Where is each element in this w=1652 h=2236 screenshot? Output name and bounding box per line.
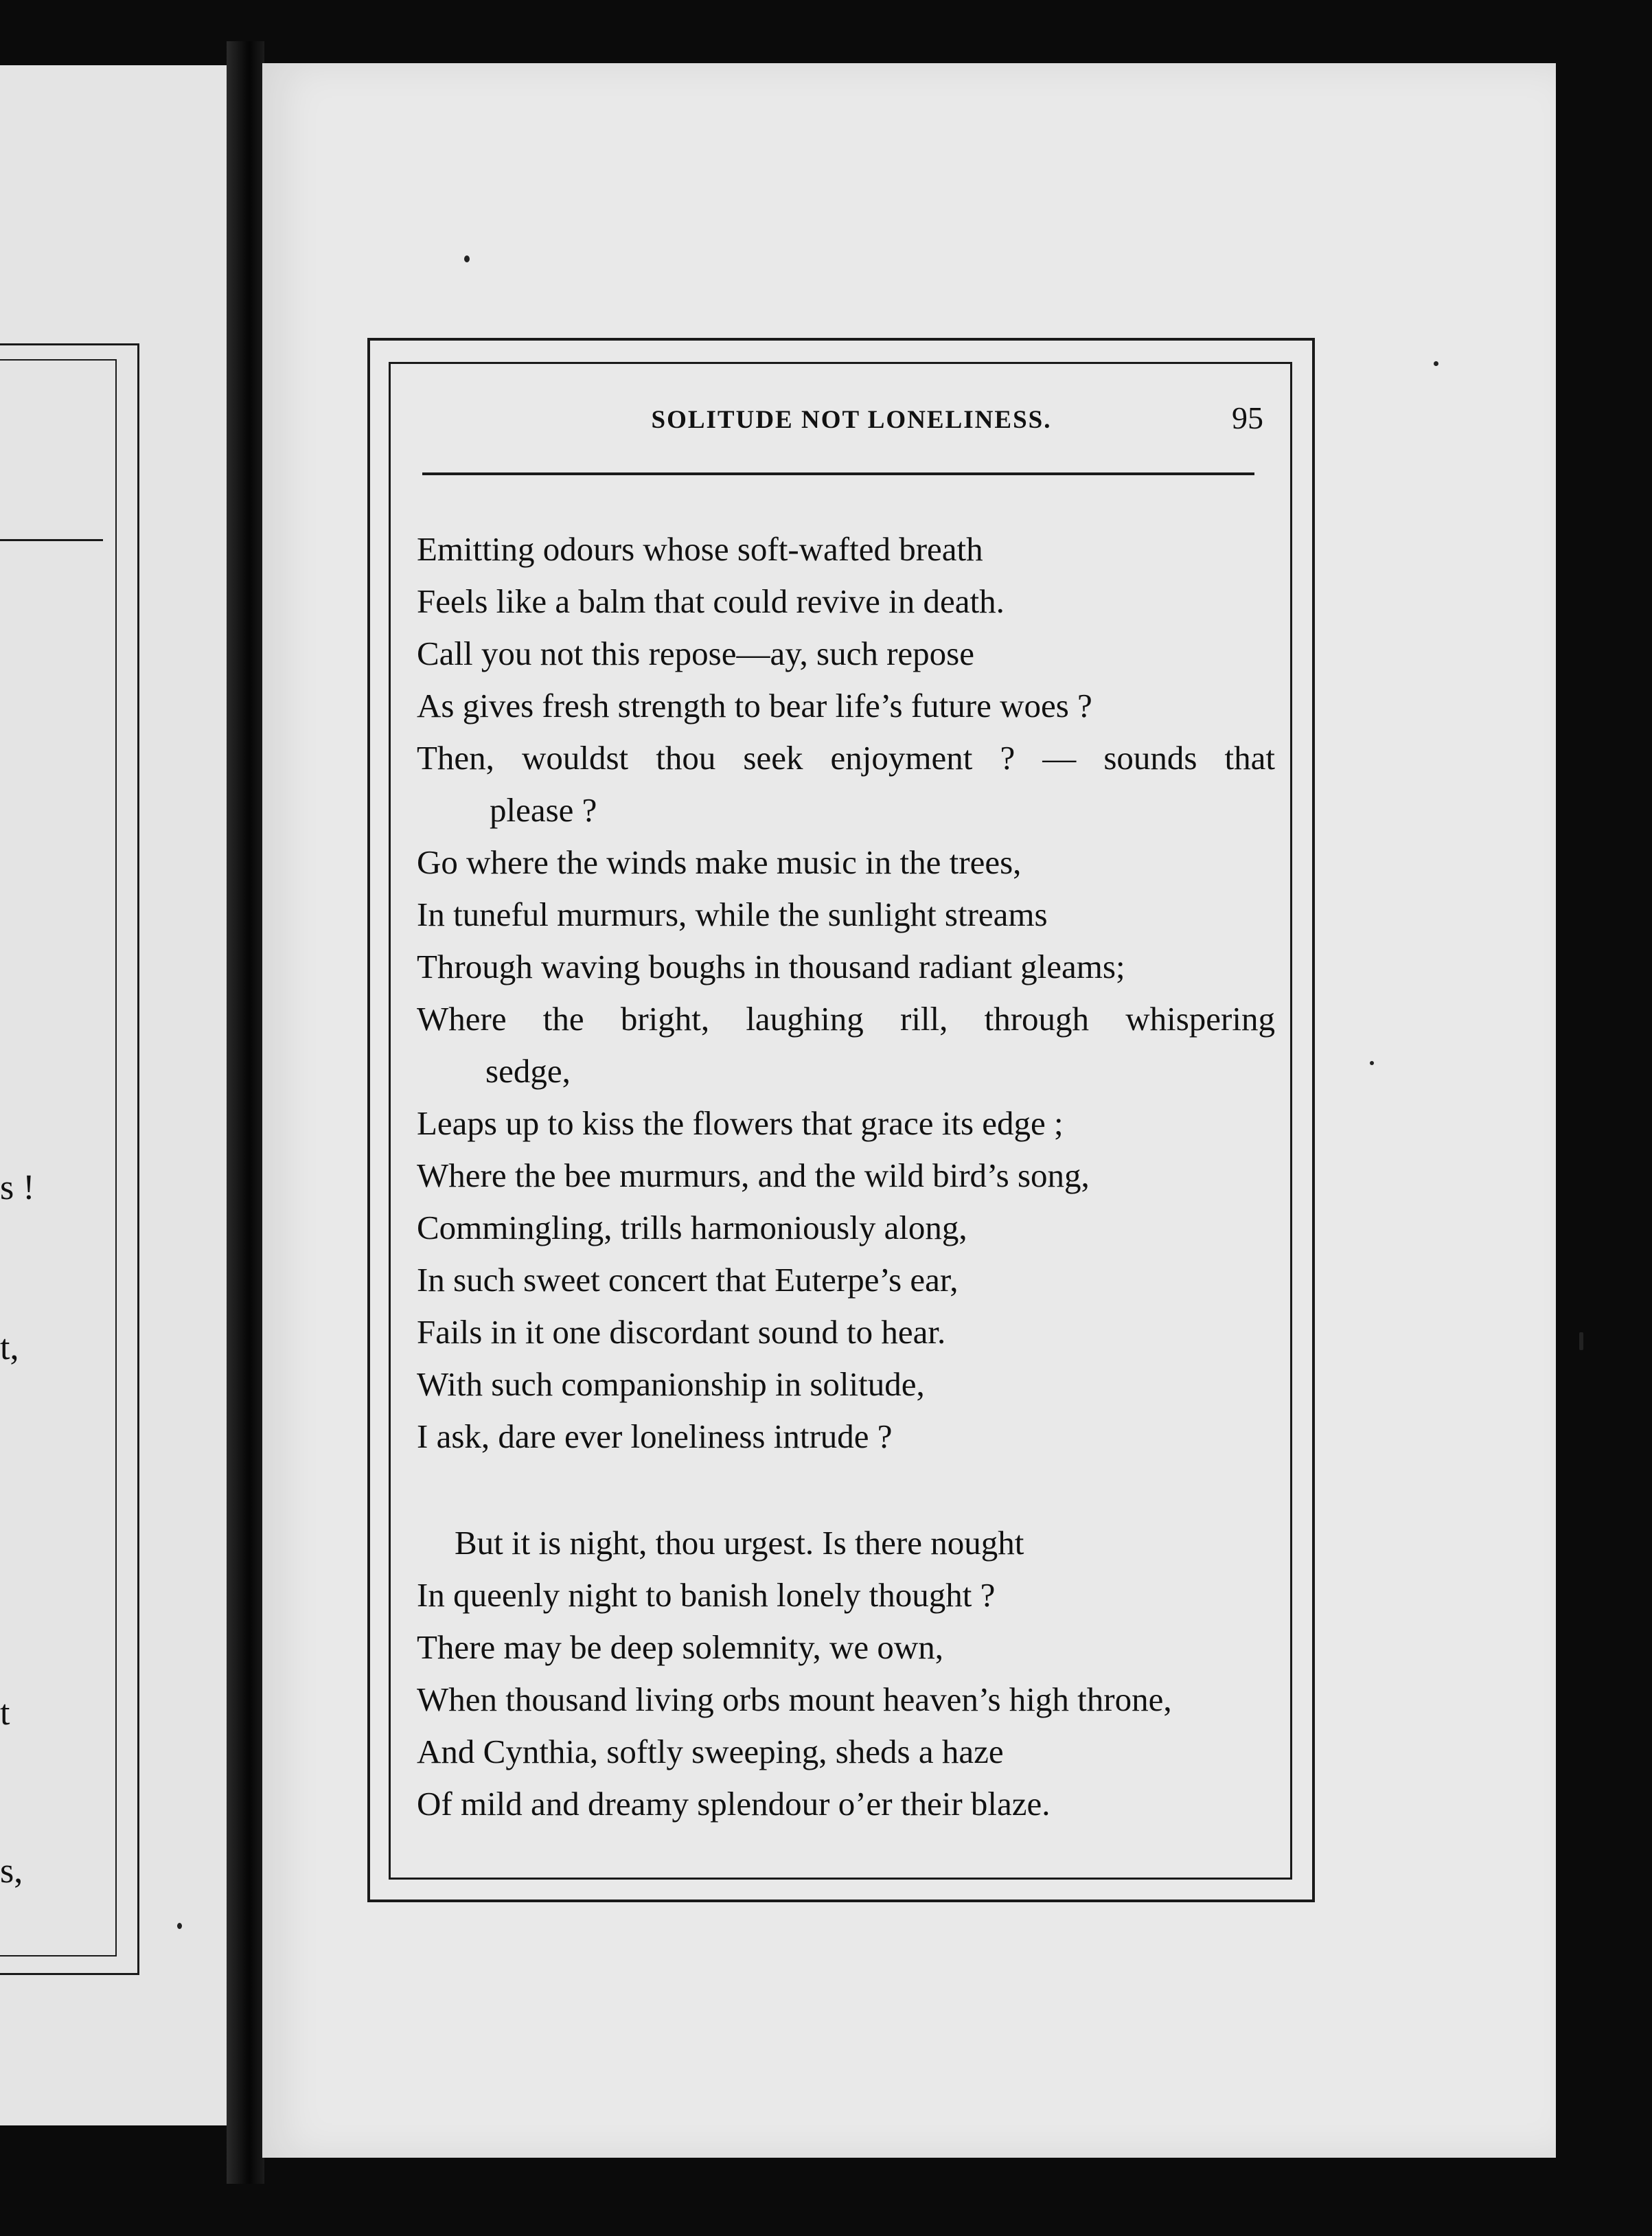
poem-line: Fails in it one discordant sound to hear.	[417, 1313, 946, 1351]
scan-speck	[177, 1923, 182, 1929]
scan-speck	[1579, 1332, 1583, 1350]
poem-line: Emitting odours whose soft-wafted breath	[417, 530, 983, 568]
poem-line: Go where the winds make music in the trees,	[417, 843, 1022, 881]
page-number: 95	[1232, 400, 1263, 435]
previous-page-text-fragment: s,	[0, 1851, 23, 1891]
running-title: SOLITUDE NOT LONELINESS.	[651, 406, 1052, 434]
poem-line: With such companionship in solitude,	[417, 1365, 925, 1403]
poem-line: Commingling, trills harmoniously along,	[417, 1209, 967, 1246]
header-rule	[422, 472, 1254, 475]
poem-line: As gives fresh strength to bear life’s future woes ?	[417, 687, 1092, 725]
poem-line: But it is night, thou urgest. Is there nought	[455, 1524, 1024, 1562]
previous-page	[0, 65, 227, 2125]
poem-line: I ask, dare ever loneliness intrude ?	[417, 1417, 893, 1455]
poem-line: Leaps up to kiss the flowers that grace its edge ;	[417, 1104, 1064, 1142]
poem-line-turnover: please ?	[490, 791, 597, 829]
poem-line: Call you not this repose—ay, such repose	[417, 635, 974, 672]
poem-line: In queenly night to banish lonely thought ?	[417, 1576, 996, 1614]
running-head	[426, 400, 1263, 448]
poem-line: Feels like a balm that could revive in death.	[417, 582, 1005, 620]
previous-page-text-fragment: t,	[0, 1328, 19, 1367]
poem-line: In such sweet concert that Euterpe’s ear,	[417, 1261, 959, 1299]
previous-page-inner-border	[0, 359, 117, 1956]
book-gutter	[227, 41, 264, 2184]
scan-speck	[1434, 361, 1438, 366]
poem-line: When thousand living orbs mount heaven’s high throne,	[417, 1680, 1172, 1718]
poem-body	[417, 523, 1275, 1830]
scan-speck	[1370, 1061, 1374, 1065]
previous-page-text-fragment: s !	[0, 1168, 35, 1207]
poem-line: Of mild and dreamy splendour o’er their blaze.	[417, 1785, 1051, 1823]
poem-line-turnover: sedge,	[485, 1052, 571, 1090]
previous-page-head-rule	[0, 539, 103, 541]
stanza-break	[417, 1463, 1275, 1517]
poem-line: Then, wouldst thou seek enjoyment ? — sounds that	[417, 739, 1275, 777]
poem-line: In tuneful murmurs, while the sunlight streams	[417, 895, 1048, 933]
poem-line: Through waving boughs in thousand radiant gleams;	[417, 948, 1125, 985]
poem-line: Where the bee murmurs, and the wild bird’s song,	[417, 1156, 1090, 1194]
previous-page-text-fragment: t	[0, 1693, 10, 1733]
scan-speck	[464, 255, 470, 262]
poem-line: And Cynthia, softly sweeping, sheds a haze	[417, 1733, 1004, 1770]
poem-line: There may be deep solemnity, we own,	[417, 1628, 943, 1666]
poem-line: Where the bright, laughing rill, through whispering	[417, 1000, 1275, 1038]
